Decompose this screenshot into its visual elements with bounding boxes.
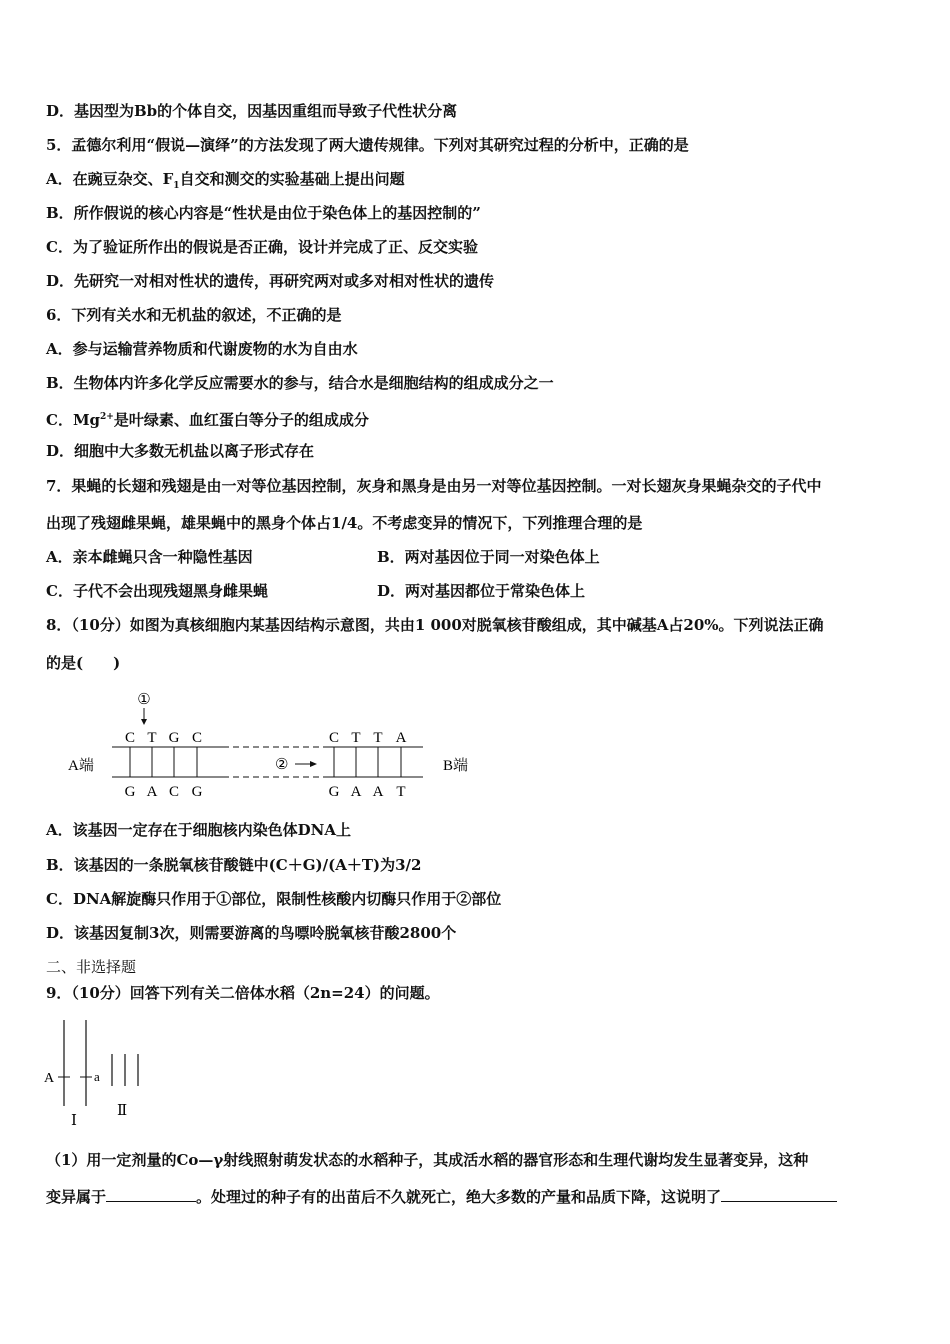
bottom-right-base-3: A: [372, 784, 384, 800]
q8-option-a: A．该基因一定存在于细胞核内染色体DNA上: [46, 821, 351, 839]
allele-A-label: A: [44, 1071, 55, 1086]
label-II: Ⅱ: [117, 1103, 128, 1119]
bottom-left-base-3: C: [168, 784, 180, 800]
q8-option-b: B．该基因的一条脱氧核苷酸链中(C＋G)/(A＋T)为3/2: [46, 856, 422, 874]
q8-stem-line1: 8．（10分）如图为真核细胞内某基因结构示意图，共由1 000对脱氧核苷酸组成，其中碱基A占20%。下列说法正确: [46, 616, 824, 634]
bottom-left-base-4: G: [191, 784, 203, 800]
q7-stem-line2: 出现了残翅雌果蝇，雄果蝇中的黑身个体占1/4。不考虑变异的情况下，下列推理合理的是: [46, 514, 643, 532]
top-left-base-2: T: [147, 730, 157, 746]
top-right-base-2: T: [351, 730, 361, 746]
bottom-right-base-4: T: [396, 784, 406, 800]
top-right-base-4: A: [395, 730, 407, 746]
q6-option-a: A．参与运输营养物质和代谢废物的水为自由水: [46, 340, 358, 358]
bottom-right-base-1: G: [328, 784, 340, 800]
answer-blank-1[interactable]: [106, 1187, 196, 1202]
q9-part1-line2: 变异属于 。处理过的种子有的出苗后不久就死亡，绝大多数的产量和品质下降，这说明了: [46, 1187, 837, 1207]
q9-part1-line1: （1）用一定剂量的Co—γ射线照射萌发状态的水稻种子，其成活水稻的器官形态和生理代谢均发生显著变异，这种: [46, 1151, 809, 1169]
q7-option-c: C．子代不会出现残翅黑身雌果蝇: [46, 582, 268, 600]
dna-structure-figure: [60, 684, 490, 804]
q8-option-d: D．该基因复制3次，则需要游离的鸟嘌呤脱氧核苷酸2800个: [46, 924, 457, 942]
bottom-right-base-2: A: [350, 784, 362, 800]
section-heading: 二、非选择题: [46, 958, 137, 976]
q7-option-a: A．亲本雌蝇只含一种隐性基因: [46, 548, 253, 566]
allele-a-label: a: [94, 1069, 100, 1084]
q5-stem: 5．孟德尔利用“假说—演绎”的方法发现了两大遗传规律。下列对其研究过程的分析中，正确的是: [46, 136, 689, 154]
top-right-base-1: C: [328, 730, 340, 746]
q4-option-d: D．基因型为Bb的个体自交，因基因重组而导致子代性状分离: [46, 102, 458, 120]
chromosome-figure: [40, 1018, 160, 1130]
bottom-left-base-2: A: [146, 784, 158, 800]
answer-blank-2[interactable]: [721, 1187, 837, 1202]
q5-option-d: D．先研究一对相对性状的遗传，再研究两对或多对相对性状的遗传: [46, 272, 495, 290]
q6-stem: 6．下列有关水和无机盐的叙述，不正确的是: [46, 306, 342, 324]
q7-option-d: D．两对基因都位于常染色体上: [377, 582, 586, 600]
q9-stem: 9．（10分）回答下列有关二倍体水稻（2n=24）的问题。: [46, 984, 440, 1002]
top-left-base-1: C: [124, 730, 136, 746]
q5-option-b: B．所作假说的核心内容是“性状是由位于染色体上的基因控制的”: [46, 204, 481, 222]
q5-option-c: C．为了验证所作出的假说是否正确，设计并完成了正、反交实验: [46, 238, 478, 256]
site-1-label: ①: [137, 692, 151, 708]
top-left-base-3: G: [168, 730, 180, 746]
q8-stem-line2: 的是( ): [46, 654, 121, 672]
q7-stem-line1: 7．果蝇的长翅和残翅是由一对等位基因控制，灰身和黑身是由另一对等位基因控制。一对长翅灰身果蝇杂交的子代中: [46, 477, 822, 495]
top-right-base-3: T: [373, 730, 383, 746]
b-end-label: B端: [443, 758, 469, 774]
bottom-left-base-1: G: [124, 784, 136, 800]
a-end-label: A端: [68, 758, 94, 774]
top-left-base-4: C: [191, 730, 203, 746]
q5-option-a: A．在豌豆杂交、$F_1$自交和测交的实验基础上提出问题: [46, 170, 405, 191]
q6-option-c: C．$Mg^{2+}$是叶绿素、血红蛋白等分子的组成成分: [46, 411, 369, 429]
q7-option-b: B．两对基因位于同一对染色体上: [377, 548, 600, 566]
label-I: Ⅰ: [71, 1113, 77, 1129]
q8-option-c: C．DNA解旋酶只作用于①部位，限制性核酸内切酶只作用于②部位: [46, 890, 502, 908]
site-2-label: ②: [275, 757, 289, 773]
q6-option-d: D．细胞中大多数无机盐以离子形式存在: [46, 442, 315, 460]
q6-option-b: B．生物体内许多化学反应需要水的参与，结合水是细胞结构的组成成分之一: [46, 374, 554, 392]
